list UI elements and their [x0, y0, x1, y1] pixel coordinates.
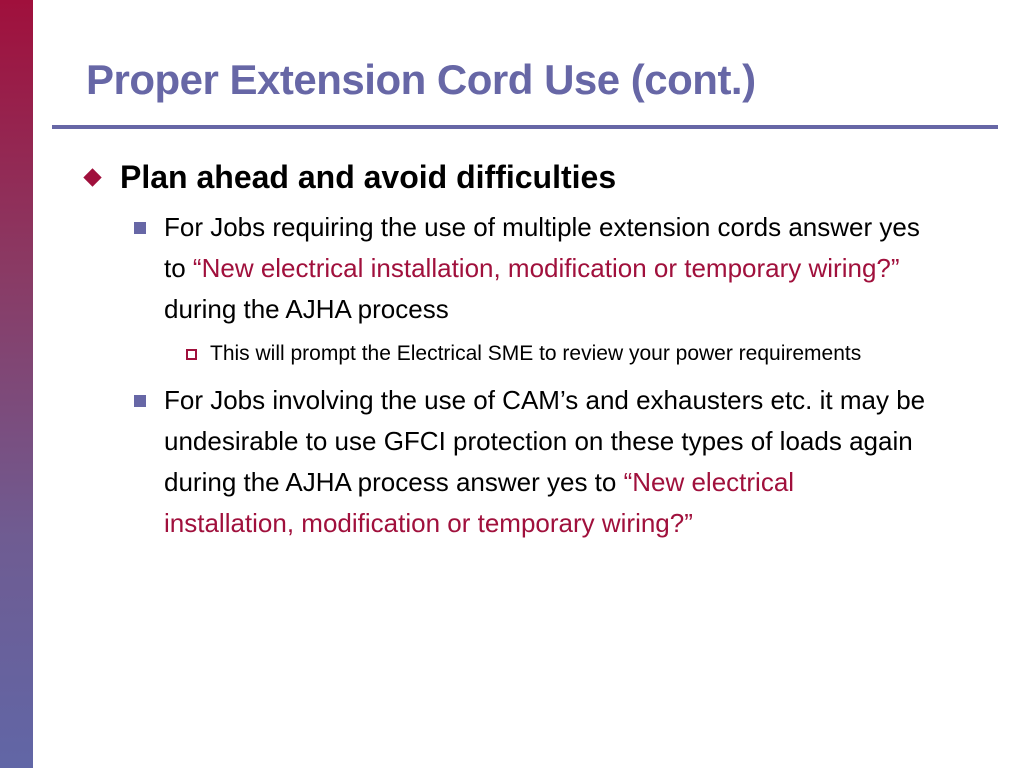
sub-bullet-2-line-1: For Jobs involving the use of CAM’s and exhausters etc. it may be	[164, 385, 926, 415]
sub-bullet-2-quote-start: “New electrical	[623, 467, 795, 497]
square-bullet-icon	[134, 395, 146, 407]
sub-bullet-2-line-2: undesirable to use GFCI protection on these types of loads again	[164, 426, 913, 456]
sub-bullet-2-quote-end: installation, modification or temporary wiring?”	[164, 508, 693, 538]
sub-bullet-2-line-3	[164, 462, 1004, 503]
sub-bullet-multiple-cords-text	[164, 207, 1004, 330]
square-bullet-icon	[134, 222, 146, 234]
sub-bullet-1-quote: “New electrical installation, modification or temporary wiring?”	[192, 253, 900, 283]
hollow-square-bullet-icon	[186, 349, 197, 360]
sub-bullet-1-line-2-prefix: to	[164, 253, 193, 283]
sub-bullet-1-line-1: For Jobs requiring the use of multiple extension cords answer yes	[164, 212, 920, 242]
sub-bullet-cams-exhausters-text	[164, 380, 1004, 544]
diamond-bullet-icon	[83, 168, 101, 186]
slide-title: Proper Extension Cord Use (cont.)	[86, 56, 756, 103]
sub-bullet-2-line-3-prefix: during the AJHA process answer yes to	[164, 467, 624, 497]
sub-bullet-1-line-3: during the AJHA process	[164, 294, 449, 324]
sub-bullet-1-line-2	[164, 248, 1004, 289]
bullet-plan-ahead-text: Plan ahead and avoid difficulties	[120, 159, 617, 195]
sub-sub-bullet-sme-review-text: This will prompt the Electrical SME to review your power requirements	[210, 342, 862, 365]
